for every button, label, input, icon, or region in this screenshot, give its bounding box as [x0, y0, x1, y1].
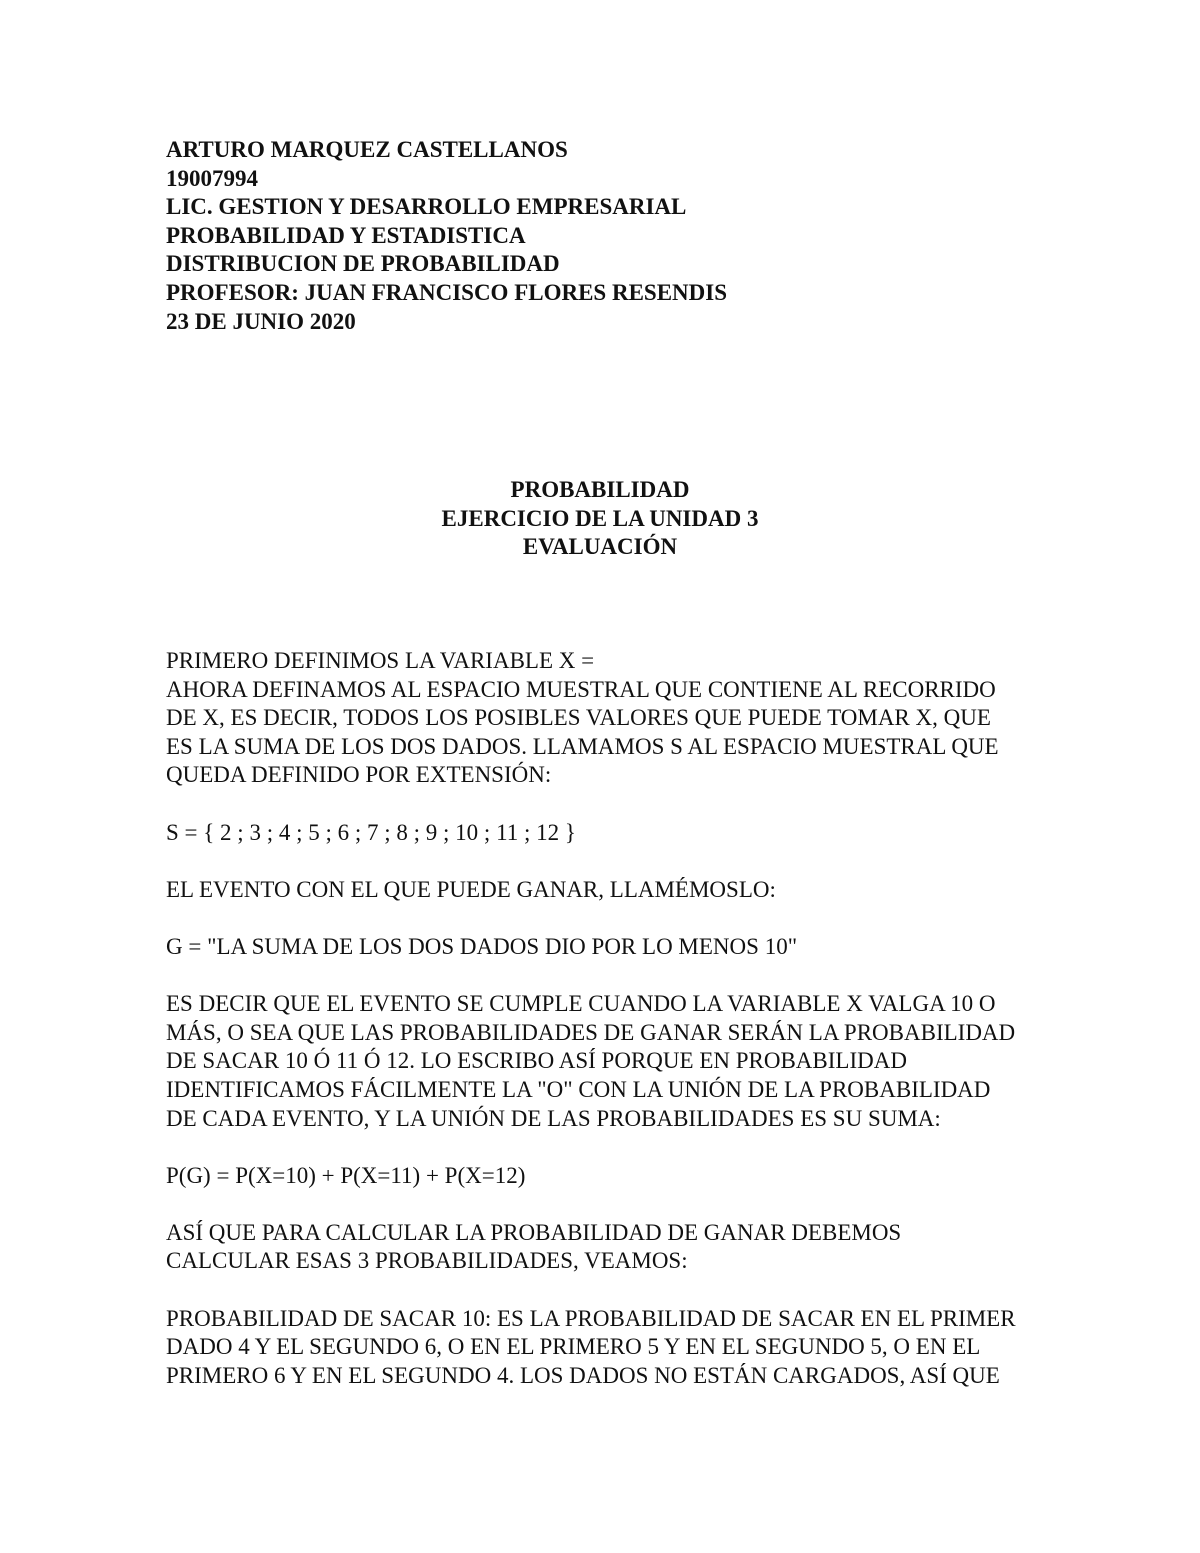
document-body	[166, 647, 1046, 1390]
paragraph-sample-space	[166, 819, 1046, 848]
paragraph-line: DE X, ES DECIR, TODOS LOS POSIBLES VALORES QUE PUEDE TOMAR X, QUE	[166, 705, 991, 731]
title-exercise: EJERCICIO DE LA UNIDAD 3	[441, 505, 759, 531]
document-header	[166, 136, 1066, 336]
paragraph-line: DADO 4 Y EL SEGUNDO 6, O EN EL PRIMERO 5 Y EN EL SEGUNDO 5, O EN EL	[166, 1334, 981, 1360]
topic-name: DISTRIBUCION DE PROBABILIDAD	[166, 251, 560, 277]
student-name: ARTURO MARQUEZ CASTELLANOS	[166, 137, 568, 162]
paragraph-event-explanation	[166, 990, 1046, 1133]
student-id: 19007994	[166, 165, 258, 191]
professor-name: PROFESOR: JUAN FRANCISCO FLORES RESENDIS	[166, 279, 728, 305]
paragraph-calculation-intro	[166, 1219, 1046, 1276]
paragraph-line: PRIMERO DEFINIMOS LA VARIABLE X =	[166, 648, 595, 673]
paragraph-line: IDENTIFICAMOS FÁCILMENTE LA "O" CON LA UNIÓN DE LA PROBABILIDAD	[166, 1076, 991, 1102]
paragraph-line: QUEDA DEFINIDO POR EXTENSIÓN:	[166, 762, 552, 788]
degree-program: LIC. GESTION Y DESARROLLO EMPRESARIAL	[166, 194, 687, 220]
paragraph-line: PRIMERO 6 Y EN EL SEGUNDO 4. LOS DADOS NO ESTÁN CARGADOS, ASÍ QUE	[166, 1362, 1000, 1388]
document-title	[300, 476, 900, 562]
title-subject: PROBABILIDAD	[510, 477, 690, 502]
paragraph-definition	[166, 647, 1046, 790]
paragraph-event-definition	[166, 933, 1046, 962]
paragraph-line: G = "LA SUMA DE LOS DOS DADOS DIO POR LO MENOS 10"	[166, 933, 798, 959]
paragraph-line: MÁS, O SEA QUE LAS PROBABILIDADES DE GANAR SERÁN LA PROBABILIDAD	[166, 1019, 1016, 1045]
course-name: PROBABILIDAD Y ESTADISTICA	[166, 222, 526, 248]
paragraph-line: PROBABILIDAD DE SACAR 10: ES LA PROBABILIDAD DE SACAR EN EL PRIMER	[166, 1305, 1016, 1331]
paragraph-line: DE SACAR 10 Ó 11 Ó 12. LO ESCRIBO ASÍ PORQUE EN PROBABILIDAD	[166, 1048, 907, 1074]
paragraph-line: ASÍ QUE PARA CALCULAR LA PROBABILIDAD DE GANAR DEBEMOS	[166, 1219, 902, 1245]
paragraph-line: AHORA DEFINAMOS AL ESPACIO MUESTRAL QUE CONTIENE AL RECORRIDO	[166, 676, 996, 702]
paragraph-line: S = { 2 ; 3 ; 4 ; 5 ; 6 ; 7 ; 8 ; 9 ; 10 ; 11 ; 12 }	[166, 819, 576, 845]
paragraph-line: EL EVENTO CON EL QUE PUEDE GANAR, LLAMÉMOSLO:	[166, 876, 776, 902]
paragraph-formula	[166, 1162, 1046, 1191]
paragraph-line: CALCULAR ESAS 3 PROBABILIDADES, VEAMOS:	[166, 1248, 688, 1274]
document-date: 23 DE JUNIO 2020	[166, 308, 356, 334]
title-evaluation: EVALUACIÓN	[522, 534, 678, 560]
paragraph-probability-ten	[166, 1305, 1046, 1391]
paragraph-line: ES DECIR QUE EL EVENTO SE CUMPLE CUANDO LA VARIABLE X VALGA 10 O	[166, 991, 996, 1017]
paragraph-line: DE CADA EVENTO, Y LA UNIÓN DE LAS PROBABILIDADES ES SU SUMA:	[166, 1105, 941, 1131]
paragraph-event-intro	[166, 876, 1046, 905]
paragraph-line: ES LA SUMA DE LOS DOS DADOS. LLAMAMOS S AL ESPACIO MUESTRAL QUE	[166, 733, 999, 759]
paragraph-line: P(G) = P(X=10) + P(X=11) + P(X=12)	[166, 1162, 526, 1188]
